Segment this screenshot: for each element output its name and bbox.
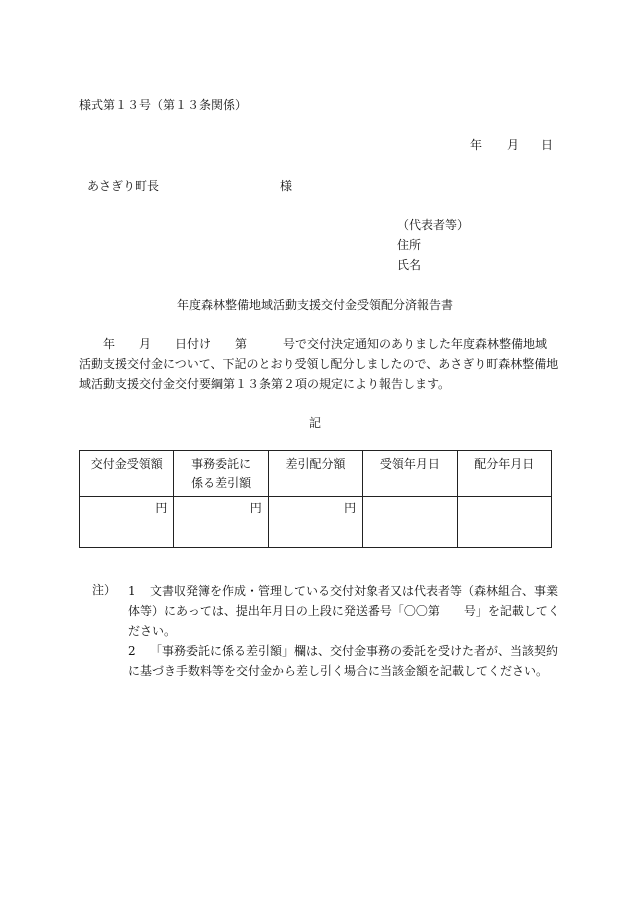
note-number: 2: [128, 644, 136, 658]
header-commission-deduction: 事務委託に 係る差引額: [174, 451, 268, 497]
cell-received-date[interactable]: [363, 497, 457, 548]
note-line: 文書収発簿を作成・管理している交付対象者又は代表者等（森林組合、事業: [150, 584, 559, 598]
addressee-honorific: 様: [280, 179, 293, 193]
date-year-label: 年: [470, 138, 483, 152]
table-row: [80, 497, 552, 548]
header-received-date: 受領年月日: [363, 451, 457, 497]
note-line: に基づき手数料等を交付金から差し引く場合に当該金額を記載してください。: [128, 664, 549, 678]
amounts-table: [79, 450, 552, 548]
body-line: 活動支援交付金について、下記のとおり受領し配分しましたので、あさぎり町森林整備地: [79, 357, 559, 371]
representative-address-label: 住所: [397, 238, 422, 252]
note-number: 1: [128, 584, 136, 598]
representative-label: （代表者等）: [397, 218, 470, 232]
cell-received-amount[interactable]: 円: [80, 497, 174, 548]
date-month-label: 月: [507, 138, 520, 152]
header-distribution-date: 配分年月日: [457, 451, 551, 497]
addressee-name: あさぎり町長: [87, 179, 160, 193]
cell-distribution-amount[interactable]: 円: [268, 497, 362, 548]
note-line: ださい。: [128, 624, 177, 638]
body-line: 域活動支援交付金交付要綱第１３条第２項の規定により報告します。: [79, 377, 451, 391]
document-title: 年度森林整備地域活動支援交付金受領配分済報告書: [176, 298, 453, 312]
table-header-row: [80, 451, 552, 497]
cell-commission-deduction[interactable]: 円: [174, 497, 268, 548]
body-line: 年 月 日付け 第 号で交付決定通知のありました年度森林整備地域: [79, 337, 548, 351]
document-body: [79, 334, 559, 394]
date-day-label: 日: [541, 138, 554, 152]
note-line: 体等）にあっては、提出年月日の上段に発送番号「〇〇第 号」を記載してく: [128, 604, 560, 618]
note-text: [128, 641, 559, 681]
note-line: 「事務委託に係る差引額」欄は、交付金事務の委託を受けた者が、当該契約: [150, 644, 559, 658]
representative-name-label: 氏名: [397, 258, 422, 272]
cell-distribution-date[interactable]: [457, 497, 551, 548]
ki-heading: 記: [308, 416, 321, 430]
note-text: [128, 581, 560, 641]
notes-mark: 注）: [92, 583, 117, 597]
header-distribution-amount: 差引配分額: [268, 451, 362, 497]
form-number: 様式第１３号（第１３条関係）: [79, 98, 248, 112]
header-received-amount: 交付金受領額: [80, 451, 174, 497]
